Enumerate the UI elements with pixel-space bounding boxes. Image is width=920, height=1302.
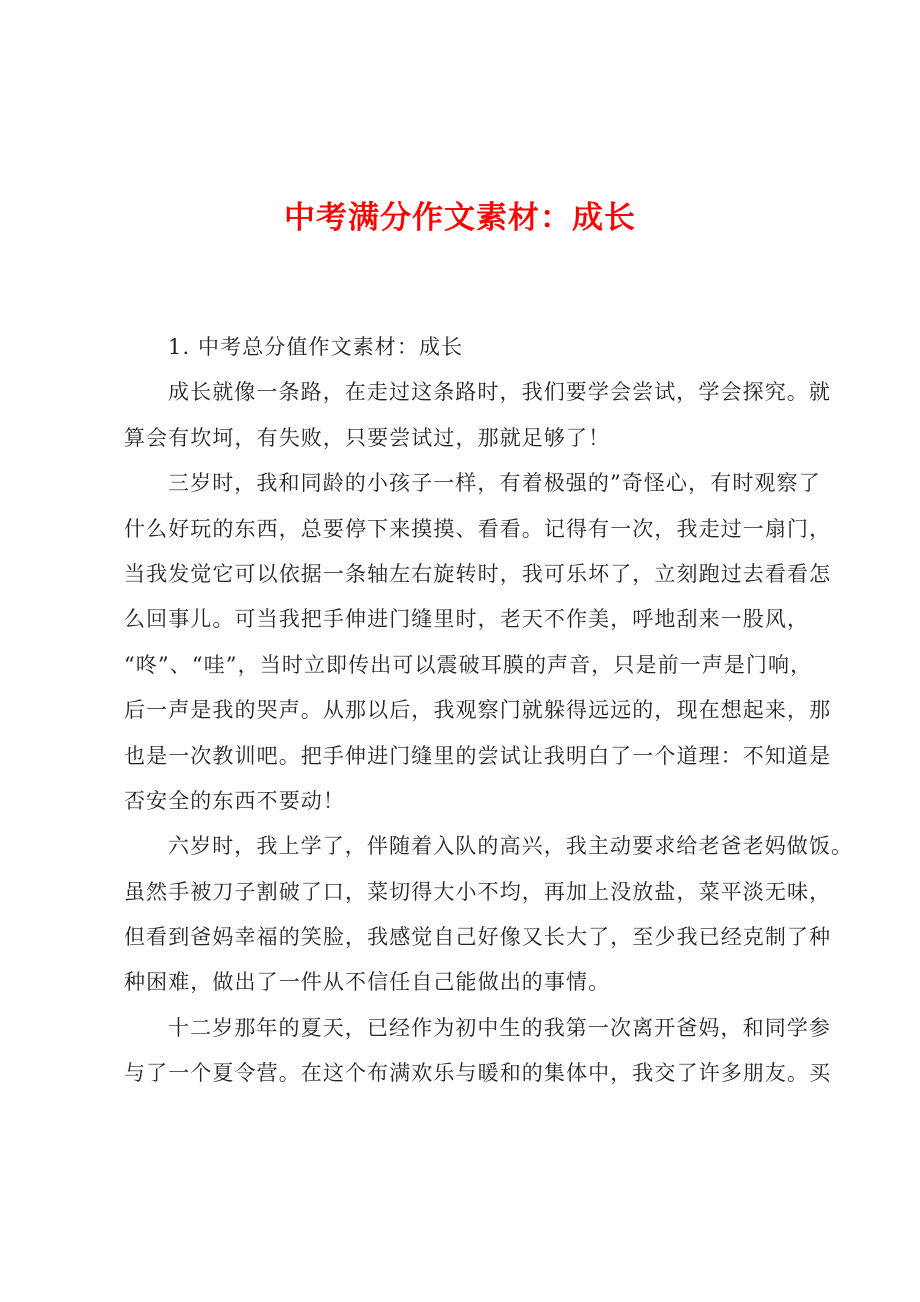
- document-title: 中考满分作文素材：成长: [284, 200, 636, 236]
- paragraph-line: 种困难，做出了一件从不信任自己能做出的事情。: [124, 970, 611, 995]
- paragraph-line: 三岁时，我和同龄的小孩子一样，有着极强的”奇怪心，有时观察了: [168, 471, 821, 496]
- paragraph-line: 什么好玩的东西，总要停下来摸摸、看看。记得有一次，我走过一扇门，: [124, 516, 832, 541]
- paragraph-line: 与了一个夏令营。在这个布满欢乐与暖和的集体中，我交了许多朋友。买: [124, 1061, 832, 1086]
- paragraph-line: 后一声是我的哭声。从那以后，我观察门就躲得远远的，现在想起来，那: [124, 698, 832, 723]
- paragraph-line: 但看到爸妈幸福的笑脸，我感觉自己好像又长大了，至少我已经克制了种: [124, 925, 832, 950]
- paragraph-line: 虽然手被刀子割破了口，菜切得大小不均，再加上没放盐，菜平淡无味，: [124, 879, 832, 904]
- paragraph-line: 当我发觉它可以依据一条轴左右旋转时，我可乐坏了，立刻跑过去看看怎: [124, 561, 832, 586]
- document-body: [124, 331, 854, 1103]
- section-heading: 1. 中考总分值作文素材：成长: [168, 335, 464, 359]
- paragraph-line: 否安全的东西不要动！: [124, 788, 345, 813]
- paragraph-line: 六岁时，我上学了，伴随着入队的高兴，我主动要求给老爸老妈做饭。: [168, 834, 854, 859]
- paragraph-line: 算会有坎坷，有失败，只要尝试过，那就足够了！: [124, 425, 611, 450]
- paragraph-line: 也是一次教训吧。把手伸进门缝里的尝试让我明白了一个道理：不知道是: [124, 743, 832, 768]
- paragraph-line: 十二岁那年的夏天，已经作为初中生的我第一次离开爸妈，和同学参: [168, 1015, 831, 1040]
- paragraph-line: 成长就像一条路，在走过这条路时，我们要学会尝试，学会探究。就: [168, 380, 831, 405]
- paragraph-line: “咚”、“哇”，当时立即传出可以震破耳膜的声音，只是前一声是门响，: [124, 652, 813, 677]
- paragraph-line: 么回事儿。可当我把手伸进门缝里时，老天不作美，呼地刮来一股风，: [124, 607, 810, 632]
